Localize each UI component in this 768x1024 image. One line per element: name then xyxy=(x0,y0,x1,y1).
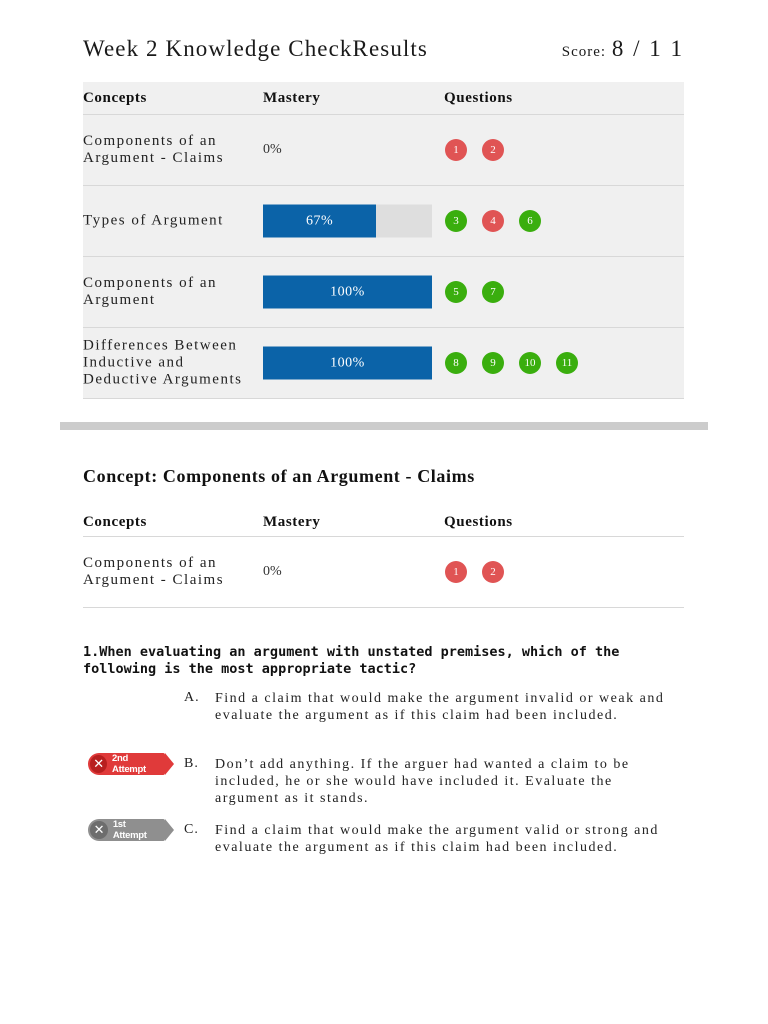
question-link[interactable]: 2 xyxy=(482,139,504,161)
mastery-value: 0% xyxy=(263,564,282,579)
close-icon: ✕ xyxy=(90,821,108,839)
answer-letter: A. xyxy=(184,690,200,705)
question-link[interactable]: 9 xyxy=(482,352,504,374)
score-value: 8 / 1 1 xyxy=(611,36,684,61)
question-link[interactable]: 5 xyxy=(445,281,467,303)
mastery-bar-label: 100% xyxy=(330,284,365,299)
column-header-questions: Questions xyxy=(444,514,513,530)
answer-text: Find a claim that would make the argument invalid or weak and evaluate the argument as if this claim had been included. xyxy=(215,691,665,723)
mastery-bar-label: 100% xyxy=(330,355,365,370)
summary-table xyxy=(83,82,684,399)
table-header xyxy=(83,506,684,537)
mastery-bar xyxy=(263,205,432,238)
score xyxy=(562,36,684,62)
column-header-concepts: Concepts xyxy=(83,514,147,530)
badge-arrow xyxy=(165,819,174,841)
mastery-bar xyxy=(263,347,432,380)
close-icon: ✕ xyxy=(90,755,107,773)
second-attempt-badge xyxy=(88,753,165,775)
score-label: Score: xyxy=(561,44,607,60)
badge-arrow xyxy=(165,753,174,775)
concept-name: Differences Between Inductive and Deductive Arguments xyxy=(83,337,243,388)
question-text: 1.When evaluating an argument with unstated premises, which of the following is the most appropriate tactic? xyxy=(83,644,620,677)
first-attempt-badge xyxy=(88,819,165,841)
concept-detail-table xyxy=(83,506,684,608)
section-divider xyxy=(60,422,708,430)
question-link[interactable]: 1 xyxy=(445,561,467,583)
question-link[interactable]: 1 xyxy=(445,139,467,161)
table-row xyxy=(83,328,684,399)
answer-text: Find a claim that would make the argument valid or strong and evaluate the argument as if this claim had been included. xyxy=(215,823,659,855)
mastery-bar-label: 67% xyxy=(306,213,334,228)
question-link[interactable]: 3 xyxy=(445,210,467,232)
mastery-bar xyxy=(263,276,432,309)
attempt-label: 1st Attempt xyxy=(112,819,147,841)
answer-letter: B. xyxy=(184,756,199,771)
column-header-concepts: Concepts xyxy=(83,90,147,106)
results-header xyxy=(83,36,684,66)
question-link[interactable]: 6 xyxy=(519,210,541,232)
question-link[interactable]: 8 xyxy=(445,352,467,374)
table-row xyxy=(83,186,684,257)
question-link[interactable]: 4 xyxy=(482,210,504,232)
attempt-label: 2nd Attempt xyxy=(112,753,146,775)
concept-name: Components of an Argument - Claims xyxy=(83,555,225,588)
question-link[interactable]: 10 xyxy=(519,352,541,374)
concept-name: Components of an Argument xyxy=(83,275,217,308)
question-link[interactable]: 7 xyxy=(482,281,504,303)
question-link[interactable]: 2 xyxy=(482,561,504,583)
concept-section-title: Concept: Components of an Argument - Claims xyxy=(83,466,475,486)
mastery-value: 0% xyxy=(263,142,282,157)
column-header-mastery: Mastery xyxy=(263,90,321,106)
column-header-mastery: Mastery xyxy=(263,514,321,530)
column-header-questions: Questions xyxy=(444,90,513,106)
table-row xyxy=(83,537,684,608)
answer-text: Don’t add anything. If the arguer had wanted a claim to be included, he or she would have included it. Evaluate the argument as it stands. xyxy=(215,757,630,806)
table-row xyxy=(83,257,684,328)
answer-letter: C. xyxy=(184,822,199,837)
table-row xyxy=(83,115,684,186)
table-header xyxy=(83,82,684,115)
question-block xyxy=(83,644,684,855)
concept-name: Types of Argument xyxy=(83,212,224,229)
page-title: Week 2 Knowledge CheckResults xyxy=(83,36,428,61)
concept-name: Components of an Argument - Claims xyxy=(83,133,225,166)
question-link[interactable]: 11 xyxy=(556,352,578,374)
